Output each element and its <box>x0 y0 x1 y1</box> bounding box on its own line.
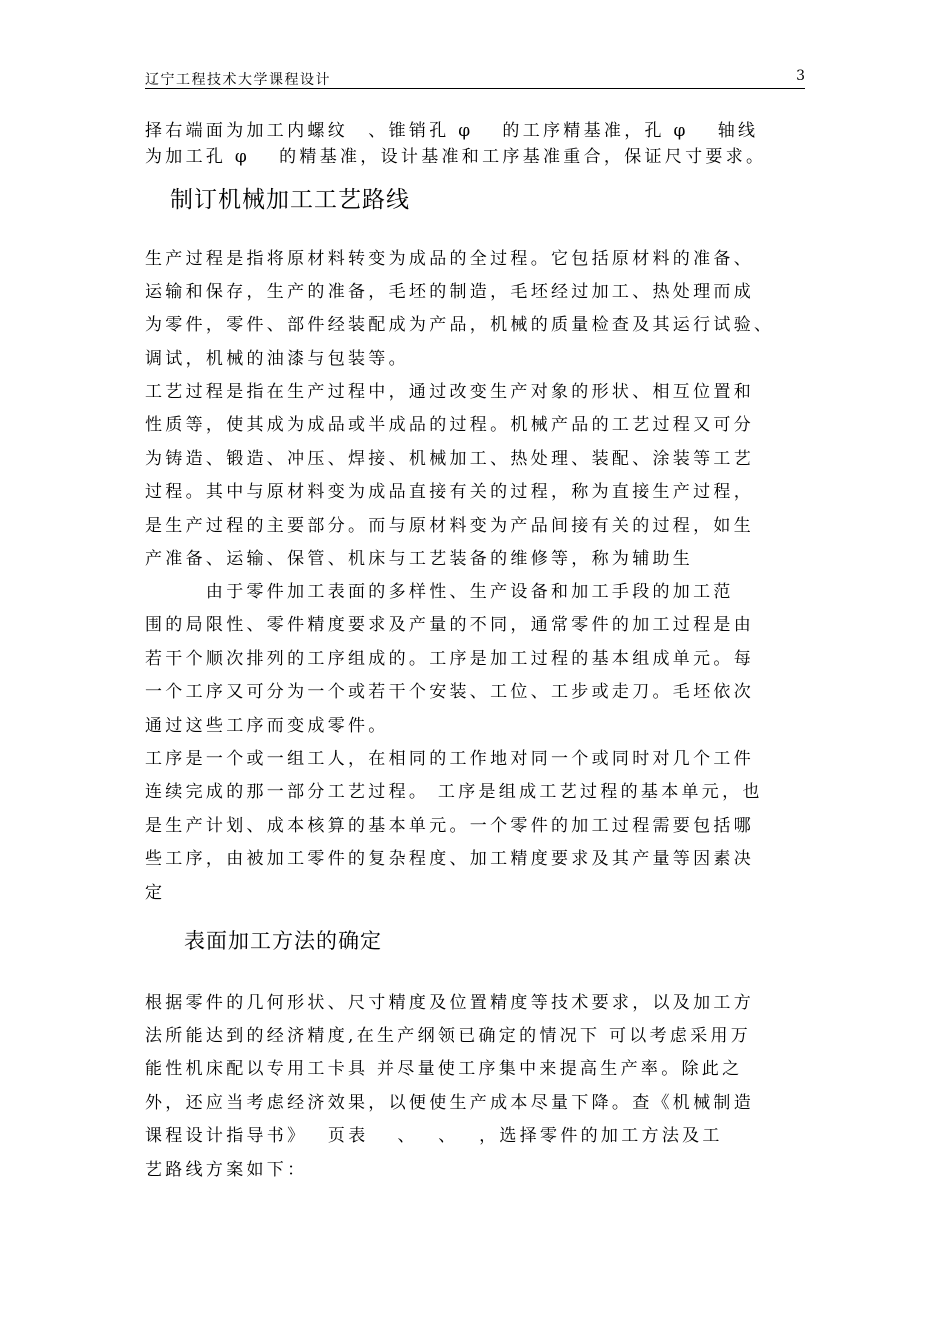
section-heading-surface-methods: 表面加工方法的确定 <box>184 929 382 953</box>
header-rule <box>145 88 805 89</box>
section-heading-process-route: 制订机械加工工艺路线 <box>170 187 410 213</box>
paragraph-line: 通过这些工序而变成零件。 <box>145 716 389 736</box>
paragraph-line: 过程。其中与原材料变为成品直接有关的过程，称为直接生产过程， <box>145 482 754 502</box>
header-title: 辽宁工程技术大学课程设计 <box>145 72 331 88</box>
paragraph-line: 艺路线方案如下： <box>145 1160 308 1180</box>
intro-line: 择右端面为加工内螺纹 、锥销孔 φ 的工序精基准，孔 φ 轴线 <box>145 121 759 141</box>
page-header <box>145 66 805 90</box>
paragraph-line: 连续完成的那一部分工艺过程。 工序是组成工艺过程的基本单元，也 <box>145 782 763 802</box>
paragraph-line: 产准备、运输、保管、机床与工艺装备的维修等，称为辅助生 <box>145 549 694 569</box>
paragraph-line: 运输和保存，生产的准备，毛坯的制造，毛坯经过加工、热处理而成 <box>145 282 754 302</box>
paragraph-line: 工序是一个或一组工人，在相同的工作地对同一个或同时对几个工件 <box>145 749 754 769</box>
paragraph-line: 些工序，由被加工零件的复杂程度、加工精度要求及其产量等因素决 <box>145 849 754 869</box>
paragraph-line: 法所能达到的经济精度,在生产纲领已确定的情况下 可以考虑采用万 <box>145 1026 752 1046</box>
paragraph-line: 是生产计划、成本核算的基本单元。一个零件的加工过程需要包括哪 <box>145 816 754 836</box>
paragraph-line: 调试，机械的油漆与包装等。 <box>145 349 409 369</box>
paragraph-line: 课程设计指导书》 页表 、 、 ，选择零件的加工方法及工 <box>145 1126 723 1146</box>
intro-line: 为加工孔 φ 的精基准，设计基准和工序基准重合，保证尺寸要求。 <box>145 147 767 167</box>
page-number: 3 <box>796 68 805 84</box>
paragraph-line: 外，还应当考虑经济效果，以便使生产成本尽量下降。查《机械制造 <box>145 1093 754 1113</box>
paragraph-line: 性质等，使其成为成品或半成品的过程。机械产品的工艺过程又可分 <box>145 415 754 435</box>
paragraph-line: 一个工序又可分为一个或若干个安装、工位、工步或走刀。毛坯依次 <box>145 682 754 702</box>
paragraph-line: 生产过程是指将原材料转变为成品的全过程。它包括原材料的准备、 <box>145 249 754 269</box>
paragraph-line: 若干个顺次排列的工序组成的。工序是加工过程的基本组成单元。每 <box>145 649 754 669</box>
paragraph-line: 为铸造、锻造、冲压、焊接、机械加工、热处理、装配、涂装等工艺 <box>145 449 754 469</box>
paragraph-line: 定 <box>145 883 166 903</box>
paragraph-line: 能性机床配以专用工卡具 并尽量使工序集中来提高生产率。除此之 <box>145 1059 743 1079</box>
paragraph-line: 工艺过程是指在生产过程中，通过改变生产对象的形状、相互位置和 <box>145 382 754 402</box>
paragraph-line: 为零件，零件、部件经装配成为产品，机械的质量检查及其运行试验、 <box>145 315 775 335</box>
paragraph-line: 是生产过程的主要部分。而与原材料变为产品间接有关的过程，如生 <box>145 516 754 536</box>
paragraph-line: 围的局限性、零件精度要求及产量的不同，通常零件的加工过程是由 <box>145 615 754 635</box>
paragraph-line: 根据零件的几何形状、尺寸精度及位置精度等技术要求，以及加工方 <box>145 993 754 1013</box>
paragraph-line: 由于零件加工表面的多样性、生产设备和加工手段的加工范 <box>145 582 734 602</box>
